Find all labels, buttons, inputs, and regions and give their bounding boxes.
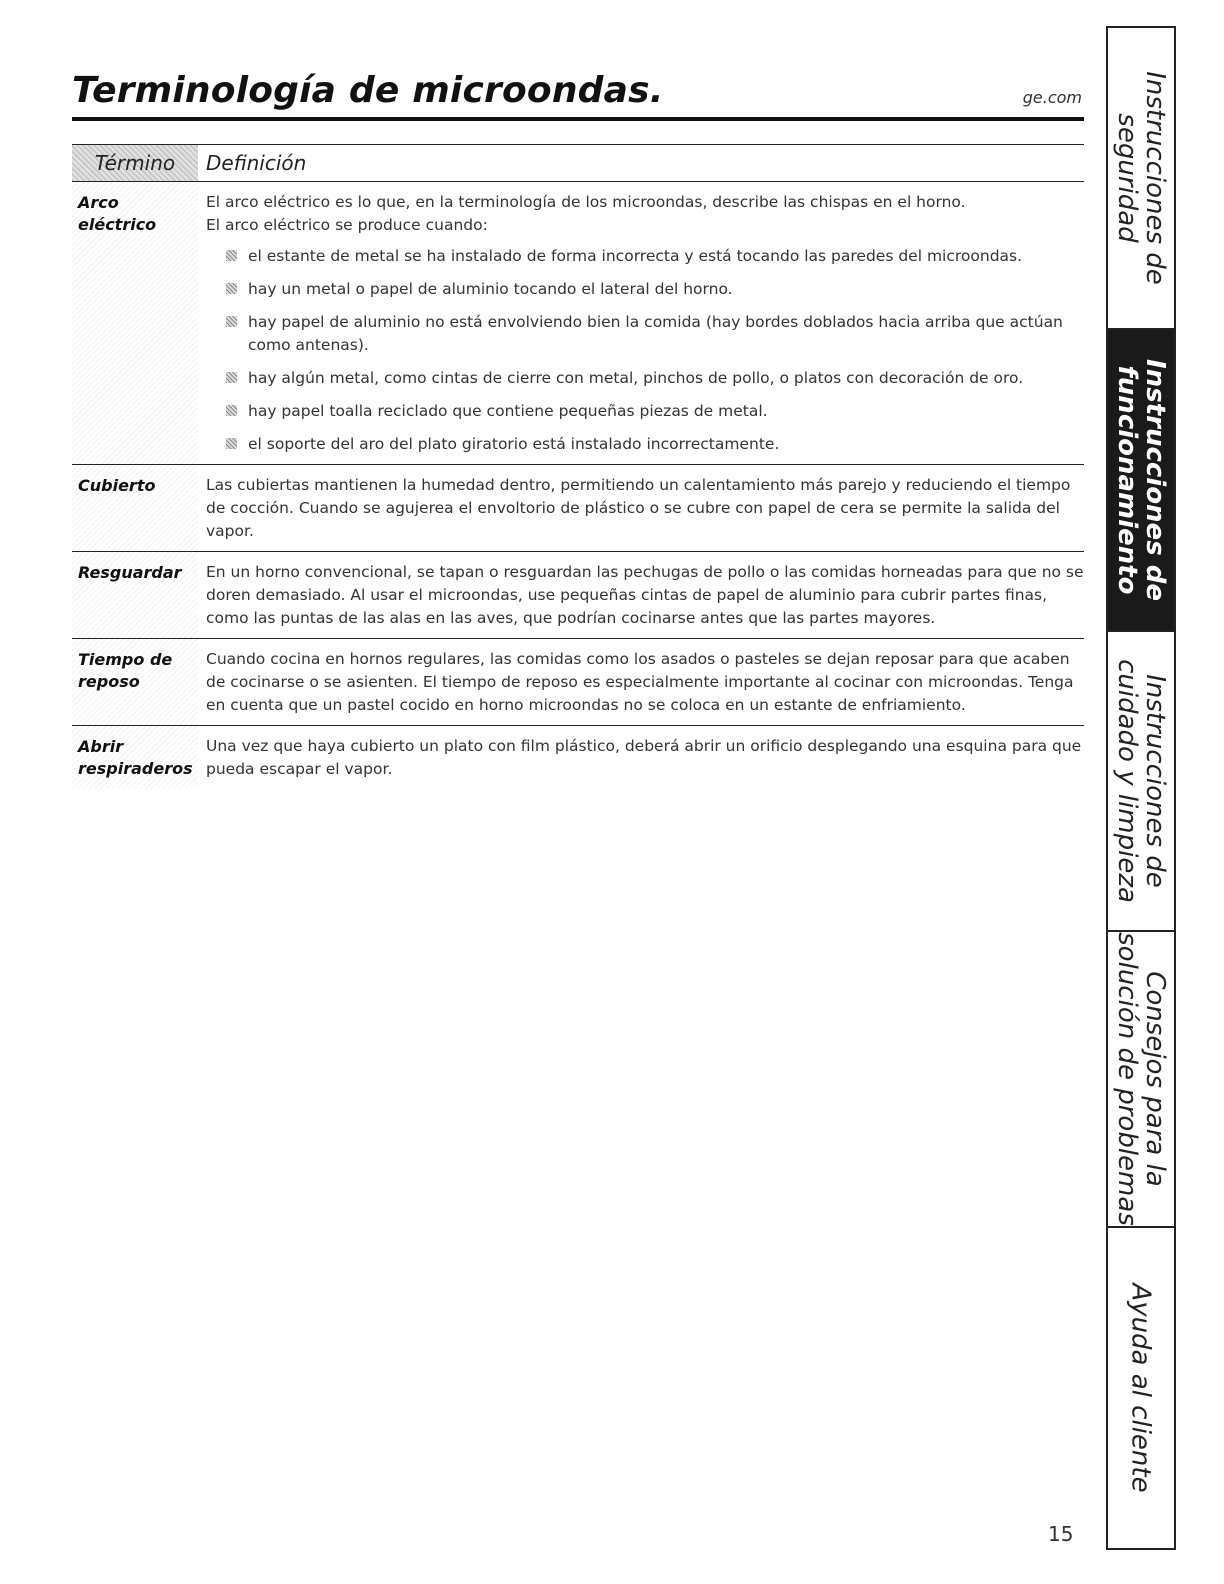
row-term: Resguardar [72,552,198,638]
page-title: Terminología de microondas. [72,70,664,111]
row-definition [198,182,1084,464]
row-definition [198,726,1084,789]
list-item: hay papel toalla reciclado que contiene pequeñas piezas de metal. [226,400,1084,423]
section-tabs [1106,26,1176,1550]
tab-label-line2: seguridad [1112,113,1142,243]
row-definition [198,639,1084,725]
tab-label-line2: cuidado y limpieza [1112,659,1142,903]
definition-text: Una vez que haya cubierto un plato con film plástico, deberá abrir un orificio desplegando una esquina para que pueda escapar el vapor. [206,737,1082,778]
table-row [72,726,1084,789]
table-row [72,552,1084,639]
list-item: el soporte del aro del plato giratorio está instalado incorrectamente. [226,433,1084,456]
definition-text: El arco eléctrico es lo que, en la terminología de los microondas, describe las chispas en el horno. [206,193,966,211]
row-term: Arco eléctrico [72,182,198,464]
tab-care-cleaning[interactable] [1108,630,1174,930]
table-row [72,639,1084,726]
tab-label-line1: Instrucciones de [1140,359,1170,601]
list-item: hay un metal o papel de aluminio tocando el lateral del horno. [226,278,1084,301]
tab-customer-help[interactable] [1108,1226,1174,1548]
definition-text: En un horno convencional, se tapan o resguardan las pechugas de pollo o las comidas horneadas para que no se doren demasiado. Al usar el microondas, use pequeñas cintas de papel de aluminio para cubrir partes finas, como las puntas de las alas en las aves, que podrían cocinarse antes que las partes mayores. [206,563,1084,627]
list-item: hay papel de aluminio no está envolviendo bien la comida (hay bordes doblados hacia arriba que actúan como antenas). [226,311,1084,357]
column-header-definition: Definición [206,151,307,175]
table-row [72,182,1084,465]
column-header-term: Término [72,145,198,181]
row-term: Cubierto [72,465,198,551]
table-header [72,144,1084,182]
bullet-list [206,245,1084,456]
tab-operating-instructions[interactable] [1108,328,1174,630]
tab-label-line1: Instrucciones de [1140,674,1170,888]
tab-label-line2: solución de problemas [1112,932,1142,1226]
row-term: Abrir respiraderos [72,726,198,789]
terminology-table [72,144,1084,789]
tab-troubleshooting-tips[interactable] [1108,930,1174,1226]
row-definition [198,552,1084,638]
title-rule [72,117,1084,121]
table-row [72,465,1084,552]
definition-text: El arco eléctrico se produce cuando: [206,216,488,234]
list-item: hay algún metal, como cintas de cierre con metal, pinchos de pollo, o platos con decoración de oro. [226,367,1084,390]
list-item: el estante de metal se ha instalado de forma incorrecta y está tocando las paredes del microondas. [226,245,1084,268]
page-number: 15 [1048,1522,1074,1546]
tab-label-line1: Consejos para la [1140,971,1170,1187]
definition-text: Las cubiertas mantienen la humedad dentro, permitiendo un calentamiento más parejo y reduciendo el tiempo de cocción. Cuando se agujerea el envoltorio de plástico o se cubre con papel de cera se permite la salida del vapor. [206,476,1071,540]
tab-label-line2: funcionamiento [1112,365,1142,595]
definition-text: Cuando cocina en hornos regulares, las comidas como los asados o pasteles se dejan reposar para que acaben de cocinarse o se asienten. El tiempo de reposo es especialmente importante al cocinar con microondas. Tenga en cuenta que un pastel cocido en horno microondas no se coloca en un estante de enfriamiento. [206,650,1074,714]
tab-safety-instructions[interactable] [1108,28,1174,328]
tab-label-line1: Ayuda al cliente [1126,1283,1156,1493]
row-term: Tiempo de reposo [72,639,198,725]
tab-label-line1: Instrucciones de [1140,71,1170,285]
site-url[interactable]: ge.com [1022,88,1082,107]
row-definition [198,465,1084,551]
